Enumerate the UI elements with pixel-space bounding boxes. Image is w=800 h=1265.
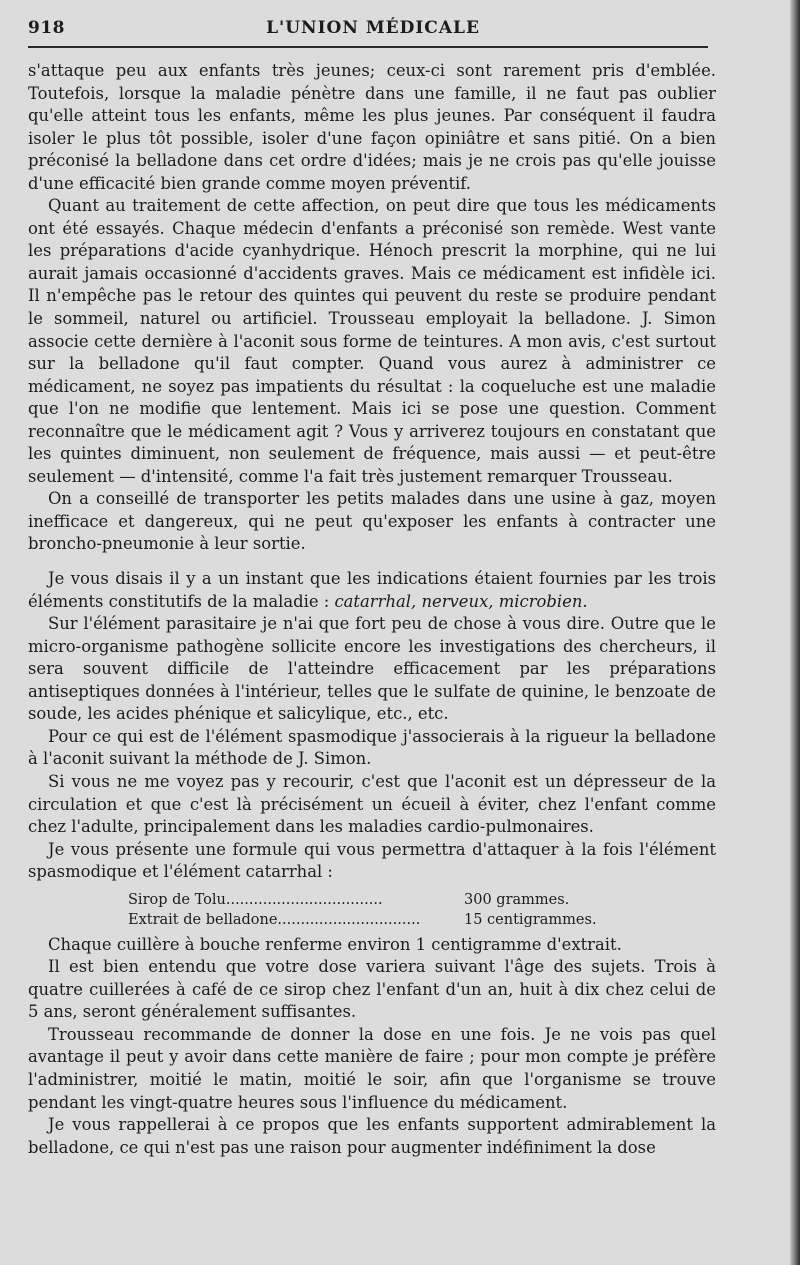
paragraph: Si vous ne me voyez pas y recourir, c'est que l'aconit est un dépresseur de la circulation et que c'est là précisément un écueil à éviter, chez l'enfant comme chez l'adulte, principalement dans les maladies cardio-pulmonaires. [28, 771, 716, 837]
paragraph: Il est bien entendu que votre dose variera suivant l'âge des sujets. Trois à quatre cuillerées à café de ce sirop chez l'enfant d'un an, huit à dix chez celui de 5 ans, seront généralement suffisantes. [28, 957, 716, 1022]
body-text [28, 60, 716, 1159]
paragraph: Je vous présente une formule qui vous permettra d'attaquer à la fois l'élément spasmodique et l'élément catarrhal : [28, 839, 716, 882]
paragraph-text: Je vous disais il y a un instant que les indications étaient fournies par les trois éléments constitutifs de la maladie : [28, 569, 716, 611]
formula-row [128, 890, 608, 910]
paragraph: Pour ce qui est de l'élément spasmodique j'associerais à la rigueur la belladone à l'aconit suivant la méthode de J. Simon. [28, 726, 716, 769]
page-header [28, 14, 718, 44]
prescription-formula [128, 890, 716, 930]
paragraph [28, 568, 716, 613]
paragraph: On a conseillé de transporter les petits malades dans une usine à gaz, moyen inefficace et dangereux, qui ne peut qu'exposer les enfants à contracter une broncho-pneumonie à leur sortie. [28, 489, 716, 554]
paragraph: Sur l'élément parasitaire je n'ai que fort peu de chose à vous dire. Outre que le micro-organisme pathogène sollicite encore les investigations des chercheurs, il sera souvent difficile de l'atteindre efficacement par les préparations antiseptiques données à l'intérieur, telles que le sulfate de quinine, le benzoate de soude, les acides phénique et salicylique, etc., etc. [28, 614, 716, 724]
header-rule [28, 46, 708, 48]
formula-row [128, 910, 608, 930]
running-title: L'UNION MÉDICALE [266, 18, 480, 38]
page-spine-shadow [790, 0, 800, 1265]
formula-ingredient: Sirop de Tolu.................................. [128, 891, 383, 908]
page-number: 918 [28, 18, 65, 38]
formula-dose: 15 centigrammes. [464, 911, 597, 928]
formula-ingredient: Extrait de belladone............................... [128, 911, 421, 928]
paragraph: s'attaque peu aux enfants très jeunes; ceux-ci sont rarement pris d'emblée. Toutefois, lorsque la maladie pénètre dans une famille, il ne faut pas oublier qu'elle atteint tous les enfants, même les plus jeunes. Par conséquent il faudra isoler le plus tôt possible, isoler d'une façon opiniâtre et sans pitié. On a bien préconisé la belladone dans cet ordre d'idées; mais je ne crois pas qu'elle jouisse d'une efficacité bien grande comme moyen préventif. [28, 61, 716, 193]
paragraph: Chaque cuillère à bouche renferme environ 1 centigramme d'extrait. [48, 934, 622, 954]
paragraph: Trousseau recommande de donner la dose en une fois. Je ne vois pas quel avantage il peut y avoir dans cette manière de faire ; pour mon compte je préfère l'administrer, moitié le matin, moitié le soir, afin que l'organisme se trouve pendant les vingt-quatre heures sous l'influence du médicament. [28, 1024, 716, 1112]
paragraph: Quant au traitement de cette affection, on peut dire que tous les médicaments ont été essayés. Chaque médecin d'enfants a préconisé son remède. West vante les préparations d'acide cyanhydrique. Hénoch prescrit la morphine, qui ne lui aurait jamais occasionné d'accidents graves. Mais ce médicament est infidèle ici. Il n'empêche pas le retour des quintes qui peuvent du reste se produire pendant le sommeil, naturel ou artificiel. Trousseau employait la belladone. J. Simon associe cette dernière à l'aconit sous forme de teintures. A mon avis, c'est surtout sur la belladone qu'il faut compter. Quand vous aurez à administrer ce médicament, ne soyez pas impatients du résultat : la coqueluche est une maladie que l'on ne modifie que lentement. Mais ici se pose une question. Comment reconnaître que le médicament agit ? Vous y arriverez toujours en constatant que les quintes diminuent, non seulement de fréquence, mais aussi — et peut-être seulement — d'intensité, comme l'a fait très justement remarquer Trousseau. [28, 196, 716, 486]
paragraph: Je vous rappellerai à ce propos que les enfants supportent admirablement la belladone, ce qui n'est pas une raison pour augmenter indéfiniment la dose [28, 1115, 716, 1157]
formula-dose: 300 grammes. [464, 891, 570, 908]
italic-terms: catarrhal, nerveux, microbien. [334, 591, 588, 611]
